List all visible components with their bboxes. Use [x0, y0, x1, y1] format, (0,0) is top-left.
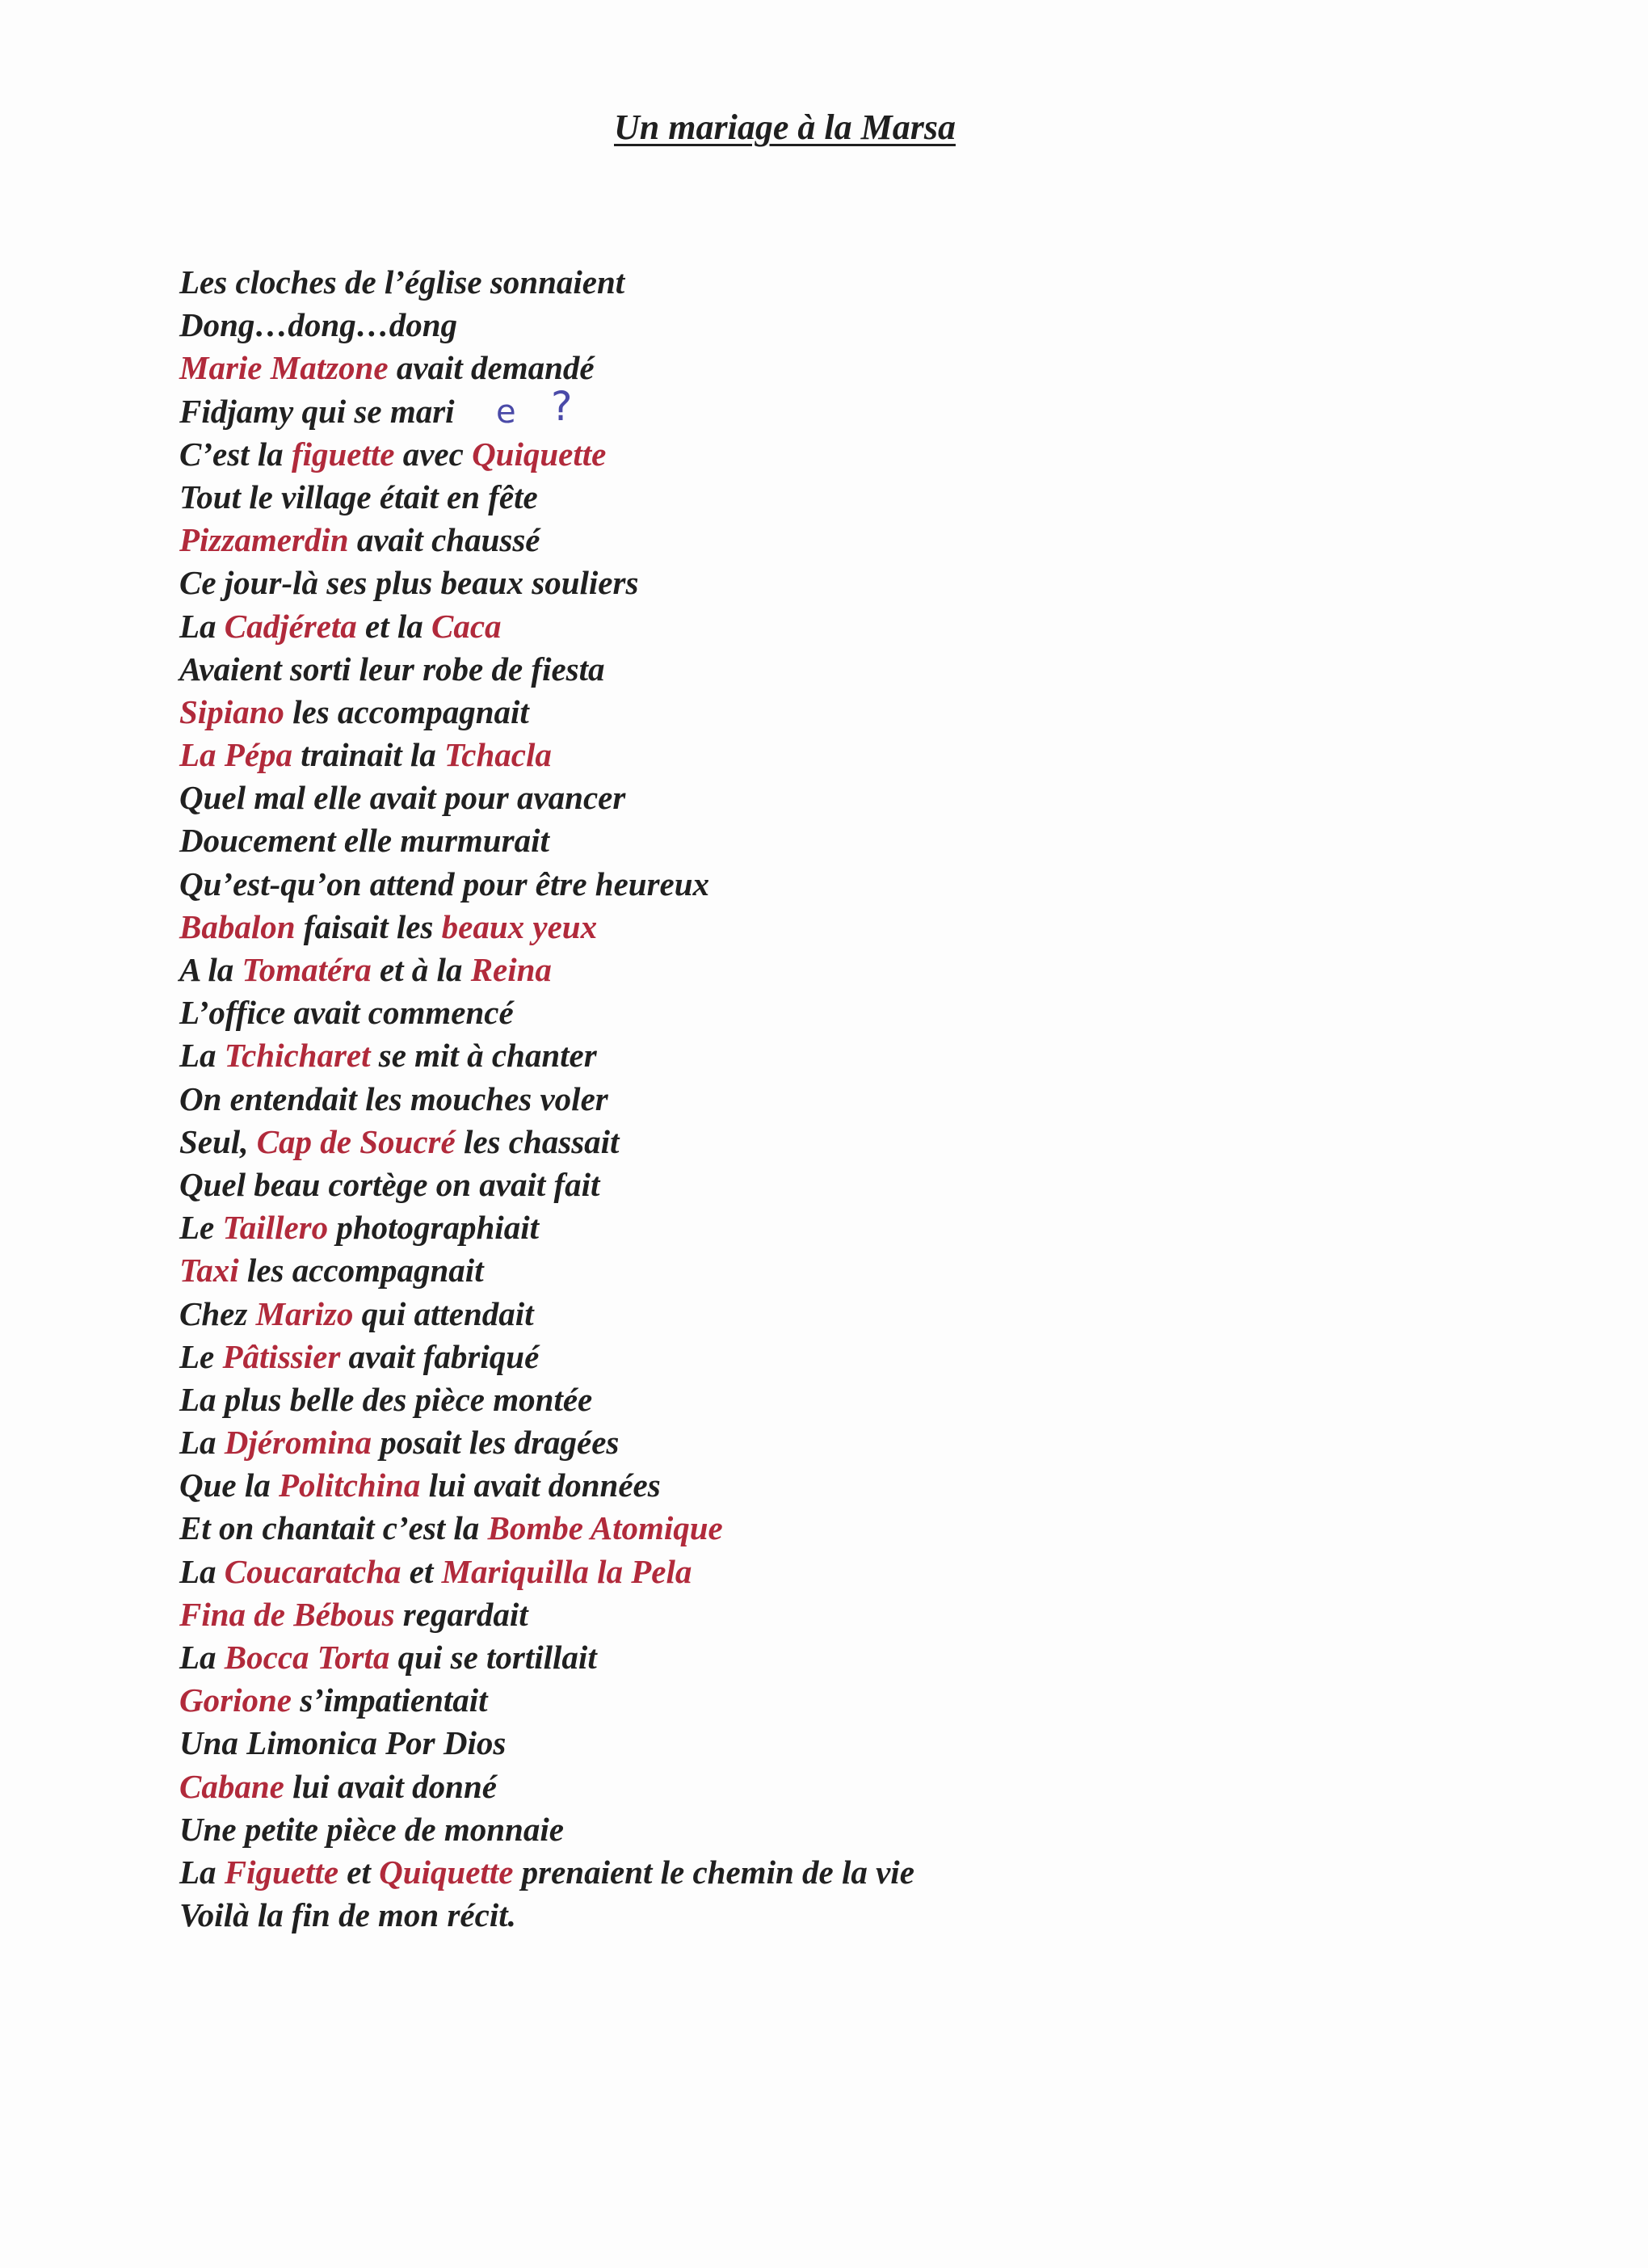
- poem-text: posait les dragées: [372, 1424, 620, 1462]
- poem-text: avait demandé: [388, 349, 595, 387]
- poem-text: Avaient sorti leur robe de fiesta: [179, 650, 605, 688]
- poem-text: Quel beau cortège on avait fait: [179, 1165, 600, 1203]
- poem-line: [179, 648, 1617, 691]
- poem-text: La: [179, 1552, 225, 1590]
- poem-text: Que la: [179, 1466, 279, 1504]
- character-name: La Pépa: [179, 736, 293, 774]
- poem-line: [179, 1593, 1617, 1636]
- poem-text: trainait la: [292, 736, 445, 774]
- poem-line: [179, 1765, 1617, 1808]
- poem-text: Chez: [179, 1294, 256, 1332]
- character-name: Quiquette: [472, 435, 607, 473]
- poem-text: A la: [179, 951, 242, 988]
- poem-text: Ce jour-là ses plus beaux souliers: [179, 564, 639, 602]
- poem-text: Les cloches de l’église sonnaient: [179, 263, 625, 301]
- poem-line: [179, 1894, 1617, 1937]
- poem-text: les accompagnait: [284, 692, 529, 730]
- poem-line: [179, 1808, 1617, 1851]
- character-name: Fina de Bébous: [179, 1595, 395, 1633]
- poem-line: [179, 433, 1617, 476]
- poem-text: regardait: [394, 1595, 528, 1633]
- poem-text: s’impatientait: [291, 1681, 488, 1719]
- poem-text: faisait les: [295, 907, 442, 945]
- poem-line: [179, 476, 1617, 519]
- poem-text: Una Limonica Por Dios: [179, 1724, 507, 1762]
- poem-text: qui se tortillait: [389, 1639, 597, 1676]
- character-name: Coucaratcha: [224, 1552, 401, 1590]
- poem-line: [179, 1206, 1617, 1249]
- poem-line: [179, 1722, 1617, 1765]
- poem-text: avec: [394, 435, 473, 473]
- character-name: Cabane: [179, 1767, 284, 1805]
- poem-line: [179, 776, 1617, 819]
- poem-text: les chassait: [455, 1122, 620, 1160]
- poem-text: prenaient le chemin de la vie: [513, 1853, 914, 1891]
- character-name: Reina: [470, 951, 552, 988]
- poem-line: [179, 819, 1617, 862]
- poem-line: [179, 1851, 1617, 1894]
- poem-line: [179, 304, 1617, 347]
- poem-text: La: [179, 1424, 225, 1462]
- poem-text: Et on chantait c’est la: [179, 1509, 488, 1547]
- poem-text: Dong…dong…dong: [179, 306, 458, 344]
- poem-text: L’office avait commencé: [179, 994, 514, 1032]
- character-name: Babalon: [179, 907, 296, 945]
- poem-text: photographiait: [328, 1209, 539, 1247]
- poem-text: La: [179, 1853, 225, 1891]
- poem-line: [179, 519, 1617, 562]
- poem-text: On entendait les mouches voler: [179, 1079, 608, 1117]
- poem-line: [179, 1078, 1617, 1121]
- character-name: Marie Matzone: [179, 349, 389, 387]
- poem-text: et à la: [371, 951, 471, 988]
- poem-text: La: [179, 1639, 225, 1676]
- character-name: Taillero: [222, 1209, 329, 1247]
- poem-line: [179, 1421, 1617, 1464]
- poem-line: [179, 347, 1617, 389]
- character-name: Gorione: [179, 1681, 292, 1719]
- poem-line: [179, 1378, 1617, 1421]
- poem-line: [179, 562, 1617, 604]
- poem-text: Tout le village était en fête: [179, 478, 538, 515]
- poem-text: La: [179, 1037, 225, 1075]
- poem-text: avait fabriqué: [340, 1337, 540, 1375]
- poem-line: [179, 1249, 1617, 1292]
- poem-line: [179, 1121, 1617, 1163]
- character-name: Cadjéreta: [224, 607, 357, 645]
- character-name: Pâtissier: [222, 1337, 341, 1375]
- poem-text: lui avait données: [420, 1466, 661, 1504]
- poem-line: [179, 691, 1617, 734]
- poem-body: [179, 261, 1617, 1937]
- character-name: Quiquette: [379, 1853, 514, 1891]
- poem-text: se mit à chanter: [370, 1037, 597, 1075]
- poem-text: et: [401, 1552, 442, 1590]
- poem-line: [179, 863, 1617, 906]
- poem-text: Doucement elle murmurait: [179, 822, 549, 860]
- poem-line: [179, 1636, 1617, 1679]
- character-name: figuette: [291, 435, 395, 473]
- poem-line: [179, 734, 1617, 776]
- poem-text: Le: [179, 1209, 223, 1247]
- character-name: Marizo: [255, 1294, 354, 1332]
- poem-line: [179, 949, 1617, 991]
- poem-text: C’est la: [179, 435, 292, 473]
- poem-line: [179, 906, 1617, 949]
- poem-title-text: Un mariage à la Marsa: [614, 107, 956, 147]
- poem-text: Quel mal elle avait pour avancer: [179, 779, 626, 817]
- character-name: Tchicharet: [224, 1037, 371, 1075]
- poem-text: et la: [356, 607, 432, 645]
- character-name: Caca: [431, 607, 502, 645]
- poem-line: [179, 1293, 1617, 1336]
- character-name: Taxi: [179, 1252, 239, 1290]
- poem-line: [179, 1163, 1617, 1206]
- poem-text: La plus belle des pièce montée: [179, 1380, 593, 1418]
- character-name: Bocca Torta: [224, 1639, 390, 1676]
- poem-line: [179, 605, 1617, 648]
- poem-text: Le: [179, 1337, 223, 1375]
- poem-line: [179, 1464, 1617, 1507]
- poem-text: Une petite pièce de monnaie: [179, 1810, 564, 1848]
- poem-line: [179, 261, 1617, 304]
- character-name: Tchacla: [444, 736, 552, 774]
- poem-line: [179, 1034, 1617, 1077]
- character-name: Politchina: [279, 1466, 421, 1504]
- character-name: Figuette: [224, 1853, 339, 1891]
- poem-line: [179, 991, 1617, 1034]
- poem-text: qui attendait: [353, 1294, 534, 1332]
- poem-text: Voilà la fin de mon récit.: [179, 1896, 516, 1934]
- poem-line: [179, 1507, 1617, 1550]
- poem-text: Fidjamy qui se mari: [179, 392, 455, 430]
- handwritten-correction: e: [496, 393, 516, 431]
- character-name: Cap de Soucré: [256, 1122, 456, 1160]
- poem-text: avait chaussé: [348, 521, 540, 559]
- character-name: Mariquilla la Pela: [441, 1552, 692, 1590]
- character-name: Sipiano: [179, 692, 284, 730]
- character-name: Djéromina: [224, 1424, 372, 1462]
- character-name: Pizzamerdin: [179, 521, 349, 559]
- poem-line: [179, 1679, 1617, 1722]
- poem-title: [0, 103, 1648, 152]
- poem-text: La: [179, 607, 225, 645]
- poem-line: [179, 1336, 1617, 1378]
- character-name: Bombe Atomique: [487, 1509, 723, 1547]
- poem-text: lui avait donné: [284, 1767, 497, 1805]
- poem-text: Qu’est-qu’on attend pour être heureux: [179, 865, 710, 903]
- character-name: Tomatéra: [242, 951, 372, 988]
- poem-text: Seul,: [179, 1122, 257, 1160]
- character-name: beaux yeux: [441, 907, 598, 945]
- poem-text: et: [338, 1853, 380, 1891]
- poem-line: [179, 390, 1617, 433]
- poem-line: [179, 1551, 1617, 1593]
- poem-text: les accompagnait: [238, 1252, 484, 1290]
- handwritten-question-mark: ?: [551, 383, 573, 430]
